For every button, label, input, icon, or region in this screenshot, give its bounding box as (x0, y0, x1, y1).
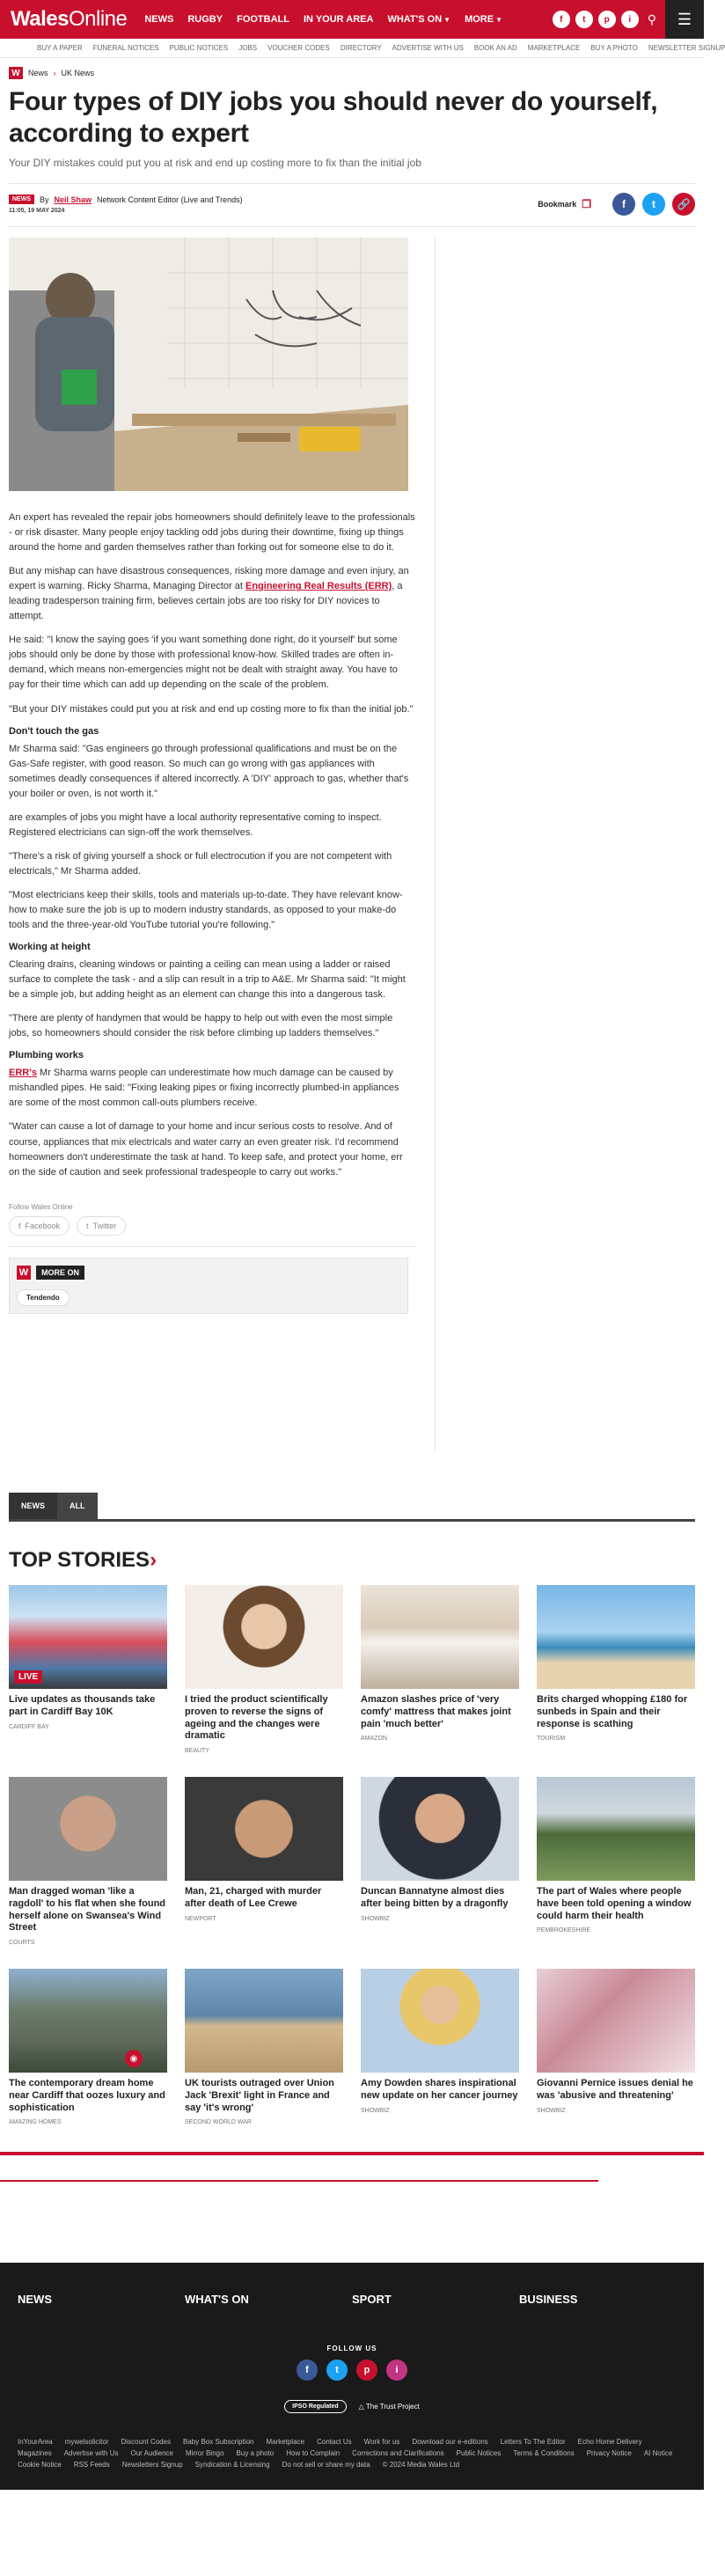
author-role: Network Content Editor (Live and Trends) (97, 194, 243, 204)
section-heading: Plumbing works (9, 1050, 84, 1061)
footer-link[interactable]: Marketplace (266, 2438, 305, 2447)
footer-link[interactable]: Terms & Conditions (513, 2449, 575, 2458)
story-image (185, 1585, 343, 1689)
footer-link[interactable]: Public Notices (456, 2449, 502, 2458)
footer-link[interactable]: Echo Home Delivery (577, 2438, 642, 2447)
divider (0, 2180, 598, 2182)
story-image (185, 1777, 343, 1881)
nav-rugby[interactable]: RUGBY (187, 14, 223, 25)
paragraph: Mr Sharma said: "Gas engineers go through professional qualifications and must be on the Gas-Safe register, with good reason. So much can go wrong with gas appliances with sometimes deadly consequences if altered incorrectly. A 'DIY' approach to gas, whether that's your boiler or oven, is not worth it." (9, 743, 409, 799)
story-category: BEAUTY (185, 1748, 210, 1754)
more-on-box (9, 1258, 408, 1314)
header-social (553, 11, 639, 28)
footer-link[interactable]: Letters To The Editor (500, 2438, 566, 2447)
story-image (537, 1969, 695, 2073)
footer-link[interactable]: mywelsolicitor (64, 2438, 109, 2447)
paragraph: Clearing drains, cleaning windows or painting a ceiling can mean using a ladder or raised surface to complete the task - and a slip can result in a trip to A&E. Mr Sharma said: "It might be a simple job, but adding height as an element can change this into a dangerous task. (9, 959, 406, 1001)
story-card[interactable] (361, 1969, 519, 2125)
divider (0, 2152, 704, 2155)
paragraph: ERR's Mr Sharma warns people can underestimate how much damage can be caused by mishandled pipes. He said: "Fixing leaking pipes or fixing incorrectly plumbed-in appliances are some of the most common call-outs plumbers receive. (9, 1068, 399, 1109)
site-footer (0, 2263, 704, 2490)
paragraph: "There are plenty of handymen that would be happy to help out with even the most simple jobs, so homeowners should consider the risk before climbing up ladders themselves." (9, 1013, 393, 1039)
err-link[interactable]: ERR's (9, 1068, 37, 1079)
menu-icon[interactable]: ☰ (665, 0, 704, 39)
story-card[interactable] (9, 1585, 167, 1754)
footer-link[interactable]: How to Complain (286, 2449, 341, 2458)
top-stories (0, 1522, 704, 2125)
story-category: SHOWBIZ (537, 2107, 566, 2114)
footer-link[interactable]: Work for us (363, 2438, 400, 2447)
footer-link[interactable]: Our Audience (130, 2449, 173, 2458)
story-image (9, 1777, 167, 1881)
share-link-icon[interactable]: 🔗 (672, 193, 695, 216)
story-headline: Duncan Bannatyne almost dies after being bitten by a dragonfly (361, 1886, 509, 1909)
story-category: TOURISM (537, 1736, 566, 1743)
footer-news[interactable]: NEWS (18, 2293, 52, 2307)
paragraph: "Most electricians keep their skills, tools and materials up-to-date. They have relevant know-how to make sure the job is up to modern industry standards, as opposed to your make-do tools and the three-year-old YouTube tutorial you're following." (9, 889, 403, 931)
byline-by: By (40, 194, 49, 204)
story-category: SHOWBIZ (361, 2107, 390, 2114)
footer-link[interactable]: AI Notice (643, 2449, 673, 2458)
breadcrumb-news[interactable]: News (28, 69, 48, 77)
story-card[interactable] (537, 1969, 695, 2125)
paragraph: He said: "I know the saying goes 'if you want something done right, do it yourself' but some jobs should only be done by those with professional know-how. Skilled trades are often in-demand, which means non-emergencies might not be dealt with straight away. You have to pay for their time which can add up depending on the scale of the problem. (9, 635, 398, 691)
story-headline: Amazon slashes price of 'very comfy' mattress that makes joint pain 'much better' (361, 1694, 511, 1729)
story-headline: Brits charged whopping £180 for sunbeds in Spain and their response is scathing (537, 1694, 688, 1729)
story-card[interactable] (185, 1585, 343, 1754)
story-image (537, 1585, 695, 1689)
article-body (9, 510, 415, 1180)
instagram-icon[interactable]: i (386, 2359, 407, 2381)
nav-more[interactable]: MORE ▼ (465, 14, 502, 25)
story-headline: Amy Dowden shares inspirational new update on her cancer journey (361, 2078, 518, 2101)
follow-twitter-button[interactable]: t Twitter (77, 1216, 126, 1236)
instagram-icon[interactable]: i (621, 11, 639, 28)
footer-link[interactable]: Mirror Bingo (185, 2449, 224, 2458)
err-link[interactable]: Engineering Real Results (ERR) (245, 581, 392, 592)
story-category: SECOND WORLD WAR (185, 2119, 252, 2126)
footer-link[interactable]: Buy a photo (236, 2449, 275, 2458)
topic-tag[interactable]: Tendendo (17, 1289, 70, 1306)
footer-whats-on[interactable]: WHAT'S ON (185, 2293, 249, 2307)
footer-link[interactable]: Cookie Notice (18, 2461, 62, 2470)
footer-link[interactable]: Privacy Notice (586, 2449, 632, 2458)
paragraph: "But your DIY mistakes could put you at risk and end up costing more to fix than the initial job." (9, 703, 414, 715)
story-headline: Live updates as thousands take part in Cardiff Bay 10K (9, 1694, 156, 1717)
paragraph: But any mishap can have disastrous consequences, risking more damage and even injury, an expert is warning. Ricky Sharma, Managing Director at Engineering Real Results (ERR), a leading tradesperson training firm, believes certain jobs are too risky for DIY novices to attempt. (9, 566, 409, 622)
pinterest-icon[interactable]: p (598, 11, 616, 28)
story-card[interactable] (185, 1969, 343, 2125)
chevron-right-icon: › (150, 1548, 157, 1572)
twitter-icon[interactable]: t (575, 11, 593, 28)
tab-news[interactable]: NEWS (9, 1493, 57, 1519)
story-image (9, 1585, 167, 1689)
paragraph: An expert has revealed the repair jobs homeowners should definitely leave to the professionals - or risk disaster. Many people enjoy tackling odd jobs during their downtime, fixing up things around the home and garden themselves rather than forking out for someone else to do it. (9, 512, 415, 554)
story-headline: Giovanni Pernice issues denial he was 'abusive and threatening' (537, 2078, 693, 2101)
story-headline: Man, 21, charged with murder after death of Lee Crewe (185, 1886, 322, 1909)
twitter-icon: t (86, 1221, 89, 1230)
story-headline: Man dragged woman 'like a ragdoll' to his flat when she found herself alone on Swansea's Wind Street (9, 1886, 166, 1934)
story-headline: The contemporary dream home near Cardiff that oozes luxury and sophistication (9, 2078, 165, 2113)
divider (9, 1246, 415, 1247)
breadcrumb (9, 58, 695, 84)
footer-links (18, 2438, 686, 2469)
ipso-badge[interactable]: IPSO Regulated (284, 2400, 347, 2413)
story-headline: UK tourists outraged over Union Jack 'Brexit' light in France and say 'it's wrong' (185, 2078, 334, 2113)
paragraph: are examples of jobs you might have a local authority representative coming to inspect. Registered electricians can sign-off the work themselves. (9, 811, 382, 838)
more-on-label: MORE ON (36, 1266, 84, 1280)
main-nav (144, 14, 552, 25)
story-category: AMAZON (361, 1736, 387, 1743)
site-logo[interactable]: WalesOnline (11, 7, 128, 31)
share-twitter-icon[interactable]: t (642, 193, 665, 216)
story-card[interactable] (537, 1777, 695, 1946)
search-icon[interactable]: ⚲ (647, 11, 656, 26)
pinterest-icon[interactable]: p (356, 2359, 377, 2381)
author-link[interactable]: Neil Shaw (54, 194, 92, 204)
section-heading: Don't touch the gas (9, 725, 99, 737)
story-category: CARDIFF BAY (9, 1723, 49, 1730)
subnav-public-notices[interactable]: PUBLIC NOTICES (169, 44, 229, 52)
paragraph: "Water can cause a lot of damage to your home and incur serious costs to resolve. And of course, appliances that mix electricals and water carry an even greater risk. I'd recommend homeowners don't underestimate the task at hand. To keep safe, and protect your home, err on the side of caution and seek professional tradespeople to carry out works." (9, 1121, 403, 1178)
footer-link[interactable]: InYourArea (18, 2438, 53, 2447)
byline (9, 183, 695, 227)
footer-link[interactable]: Magazines (18, 2449, 52, 2458)
footer-sport[interactable]: SPORT (352, 2293, 392, 2307)
subnav-buy-paper[interactable]: BUY A PAPER (37, 44, 83, 52)
breadcrumb-separator-icon: › (53, 69, 56, 77)
follow-section (9, 1203, 415, 1236)
sidebar (435, 238, 695, 1452)
bookmark-icon: ❐ (582, 198, 591, 210)
footer-link[interactable]: Download our e-editions (412, 2438, 488, 2447)
story-category: AMAZING HOMES (9, 2119, 62, 2126)
story-card[interactable] (9, 1777, 167, 1946)
bookmark-button[interactable]: Bookmark ❐ (538, 198, 591, 210)
subnav-buy-photo[interactable]: BUY A PHOTO (590, 44, 638, 52)
share-facebook-icon[interactable]: f (612, 193, 635, 216)
nav-news[interactable]: NEWS (144, 14, 174, 25)
trust-icon: △ (358, 2403, 366, 2411)
footer-link[interactable]: Baby Box Subscription (183, 2438, 254, 2447)
subnav-jobs[interactable]: JOBS (238, 44, 258, 52)
publish-date: 11:05, 19 MAY 2024 (9, 208, 65, 214)
sub-nav (0, 39, 725, 58)
article-title: Four types of DIY jobs you should never do yourself, according to expert (9, 87, 658, 148)
trust-project-badge[interactable]: △ The Trust Project (358, 2403, 420, 2411)
article-standfirst: Your DIY mistakes could put you at risk and end up costing more to fix than the initial job (9, 157, 421, 169)
story-category: SHOWBIZ (361, 1915, 390, 1922)
chevron-down-icon: ▼ (495, 16, 502, 24)
footer-link[interactable]: Contact Us (317, 2438, 352, 2447)
footer-link[interactable]: Do not sell or share my data (282, 2461, 370, 2470)
story-image (361, 1777, 519, 1881)
subnav-funeral-notices[interactable]: FUNERAL NOTICES (92, 44, 159, 52)
footer-link[interactable]: Corrections and Clarifications (352, 2449, 444, 2458)
live-badge: LIVE (14, 1670, 42, 1684)
nav-in-your-area[interactable]: IN YOUR AREA (303, 14, 374, 25)
story-category: PEMBROKESHIRE (537, 1927, 591, 1934)
follow-facebook-button[interactable]: f Facebook (9, 1216, 70, 1236)
story-card[interactable] (361, 1585, 519, 1754)
facebook-icon[interactable]: f (297, 2359, 318, 2381)
story-image (185, 1969, 343, 2073)
site-header (0, 0, 704, 39)
twitter-icon[interactable]: t (326, 2359, 348, 2381)
news-tabs (9, 1493, 695, 1519)
facebook-icon[interactable]: f (553, 11, 570, 28)
story-category: COURTS (9, 1940, 35, 1946)
section-heading: Working at height (9, 942, 91, 953)
story-headline: I tried the product scientifically proven to reverse the signs of ageing and the changes were dramatic (185, 1694, 328, 1742)
story-card[interactable] (185, 1777, 343, 1946)
news-badge: NEWS (9, 194, 34, 204)
subnav-newsletter[interactable]: NEWSLETTER SIGNUP (648, 44, 725, 52)
nav-whats-on[interactable]: WHAT'S ON ▼ (387, 14, 451, 25)
camera-icon: ◉ (125, 2050, 143, 2067)
footer-link[interactable]: Newsletters Signup (121, 2461, 183, 2470)
footer-link[interactable]: Syndication & Licensing (194, 2461, 270, 2470)
footer-link[interactable]: Advertise with Us (63, 2449, 119, 2458)
subnav-voucher-codes[interactable]: VOUCHER CODES (267, 44, 330, 52)
hero-image (9, 238, 408, 491)
brand-badge: W (17, 1266, 31, 1280)
subnav-advertise[interactable]: ADVERTISE WITH US (392, 44, 464, 52)
story-card[interactable] (537, 1585, 695, 1754)
tab-all[interactable]: ALL (57, 1493, 98, 1519)
story-card[interactable] (9, 1969, 167, 2125)
footer-link[interactable]: RSS Feeds (73, 2461, 110, 2470)
breadcrumb-uk-news[interactable]: UK News (61, 69, 95, 77)
follow-label: Follow Wales Online (9, 1202, 73, 1211)
subnav-marketplace[interactable]: MARKETPLACE (527, 44, 581, 52)
story-card[interactable] (361, 1777, 519, 1946)
facebook-icon: f (18, 1221, 21, 1230)
subnav-directory[interactable]: DIRECTORY (340, 44, 382, 52)
story-image (361, 1969, 519, 2073)
story-category: NEWPORT (185, 1915, 216, 1922)
footer-business[interactable]: BUSINESS (519, 2293, 578, 2307)
follow-us-label: FOLLOW US (326, 2345, 377, 2353)
chevron-down-icon: ▼ (443, 16, 451, 24)
paragraph: "There's a risk of giving yourself a shock or full electrocution if you are not competent with electricals," Mr Sharma added. (9, 850, 392, 877)
copyright: © 2024 Media Wales Ltd (382, 2461, 460, 2470)
top-stories-title[interactable]: TOP STORIES› (9, 1548, 157, 1572)
subnav-book-ad[interactable]: BOOK AN AD (473, 44, 517, 52)
story-headline: The part of Wales where people have been told opening a window could harm their health (537, 1886, 692, 1921)
story-image (537, 1777, 695, 1881)
story-image (9, 1969, 167, 2073)
brand-badge[interactable]: W (9, 67, 23, 79)
footer-social (18, 2359, 686, 2381)
nav-football[interactable]: FOOTBALL (237, 14, 289, 25)
story-image (361, 1585, 519, 1689)
footer-link[interactable]: Discount Codes (121, 2438, 172, 2447)
